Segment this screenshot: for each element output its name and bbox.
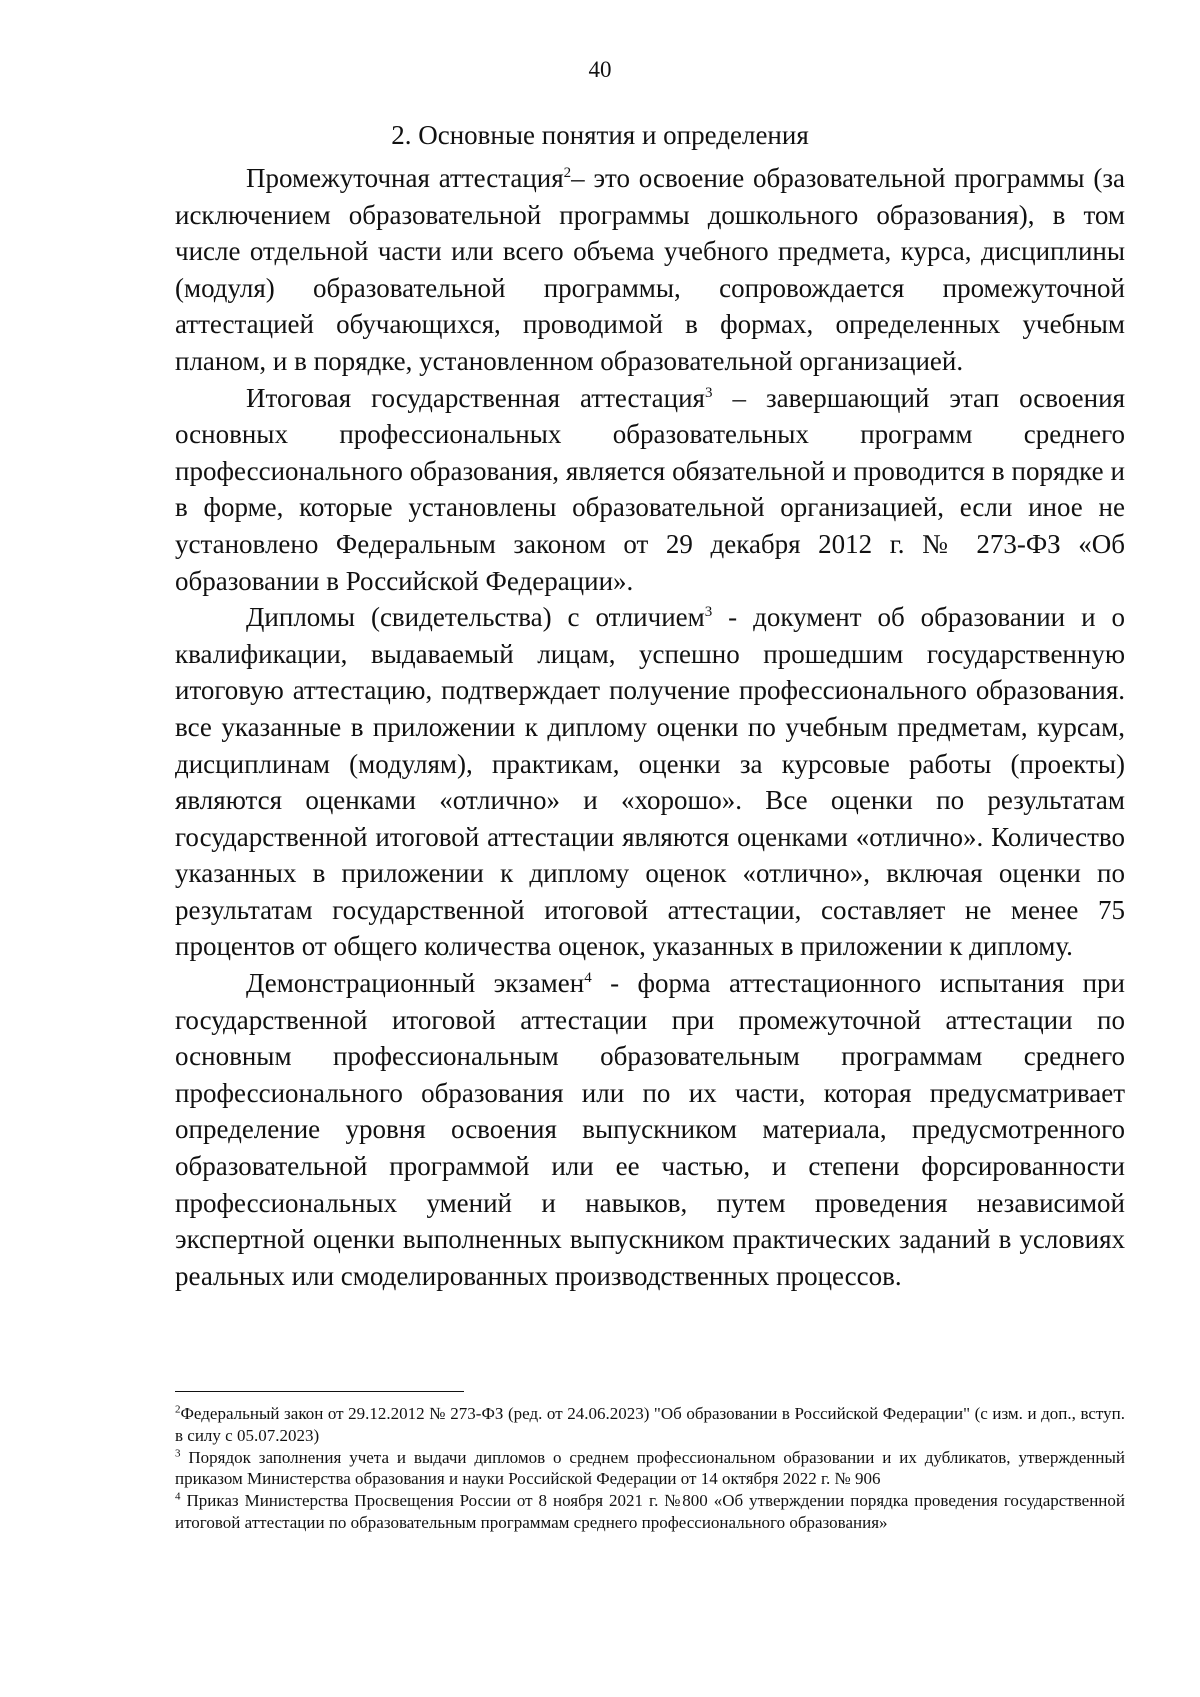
footnote-2 — [175, 1403, 1125, 1447]
footnote-ref: 3 — [704, 384, 713, 401]
paragraph-final-state-attestation — [175, 380, 1125, 600]
document-body — [175, 160, 1125, 1294]
footnotes — [175, 1403, 1125, 1534]
footnote-separator — [175, 1391, 464, 1392]
paragraph-text: - документ об образовании и о квалификации, выдаваемый лицам, успешно прошедшим государственную итоговую аттестацию, подтверждает получение профессионального образования. все указанные в приложении к диплому оценки по учебным предметам, курсам, дисциплинам (модулям), практикам, оценки за курсовые работы (проекты) являются оценками «отлично» и «хорошо». Все оценки по результатам государственной итоговой аттестации являются оценками «отлично». Количество указанных в приложении к диплому оценок «отлично», включая оценки по результатам государственной итоговой аттестации, составляет не менее 75 процентов от общего количества оценок, указанных в приложении к диплому. — [175, 602, 1125, 962]
footnote-4 — [175, 1490, 1125, 1534]
paragraph-intermediate-attestation — [175, 160, 1125, 380]
footnote-ref: 4 — [584, 970, 592, 987]
paragraph-term: Демонстрационный экзамен — [246, 968, 585, 999]
footnote-number: 4 — [175, 1490, 181, 1503]
paragraph-text: - форма аттестационного испытания при государственной итоговой аттестации при промежуточной аттестации по основным профессиональным образовательным программам среднего профессионального образования или по их части, которая предусматривает определение уровня освоения выпускником материала, предусмотренного образовательной программой или ее частью, и степени форсированности профессиональных умений и навыков, путем проведения независимой экспертной оценки выполненных выпускником практических заданий в условиях реальных или смоделированных производственных процессов. — [175, 968, 1125, 1291]
paragraph-term: Дипломы (свидетельства) с отличием — [246, 602, 705, 633]
paragraph-term: Промежуточная аттестация — [246, 163, 564, 193]
paragraph-demonstration-exam — [175, 965, 1125, 1294]
paragraph-diplomas-with-honors — [175, 599, 1125, 965]
footnote-3 — [175, 1447, 1125, 1491]
footnote-number: 2 — [175, 1403, 181, 1416]
paragraph-term: Итоговая государственная аттестация — [246, 382, 705, 413]
footnote-ref: 2 — [563, 165, 572, 181]
footnote-text: Приказ Министерства Просвещения России от 8 ноября 2021 г. №800 «Об утверждении порядка проведения государственной итоговой аттестации по образовательным программам среднего профессионального образования» — [175, 1491, 1125, 1532]
footnote-text: Федеральный закон от 29.12.2012 № 273-ФЗ (ред. от 24.06.2023) "Об образовании в Российской Федерации" (с изм. и доп., вступ. в силу с 05.07.2023) — [175, 1404, 1125, 1445]
section-title: 2. Основные понятия и определения — [391, 120, 809, 150]
page-number: 40 — [588, 57, 612, 82]
footnote-ref: 3 — [704, 604, 713, 621]
footnote-number: 3 — [175, 1446, 181, 1459]
footnote-text: Порядок заполнения учета и выдачи дипломов о среднем профессиональном образовании и их дубликатов, утвержденный приказом Министерства образования и науки Российской Федерации от 14 октября 2022 г. № 906 — [175, 1447, 1125, 1489]
paragraph-text: – завершающий этап освоения основных профессиональных образовательных программ среднего профессионального образования, является обязательной и проводится в порядке и в форме, которые установлены образовательной организацией, если иное не установлено Федеральным законом от 29 декабря 2012 г. № 273-ФЗ «Об образовании в Российской Федерации». — [175, 382, 1125, 596]
paragraph-text: – это освоение образовательной программы (за исключением образовательной программы дошкольного образования), в том числе отдельной части или всего объема учебного предмета, курса, дисциплины (модуля) образовательной программы, сопровождается промежуточной аттестацией обучающихся, проводимой в формах, определенных учебным планом, и в порядке, установленном образовательной организацией. — [175, 163, 1125, 376]
